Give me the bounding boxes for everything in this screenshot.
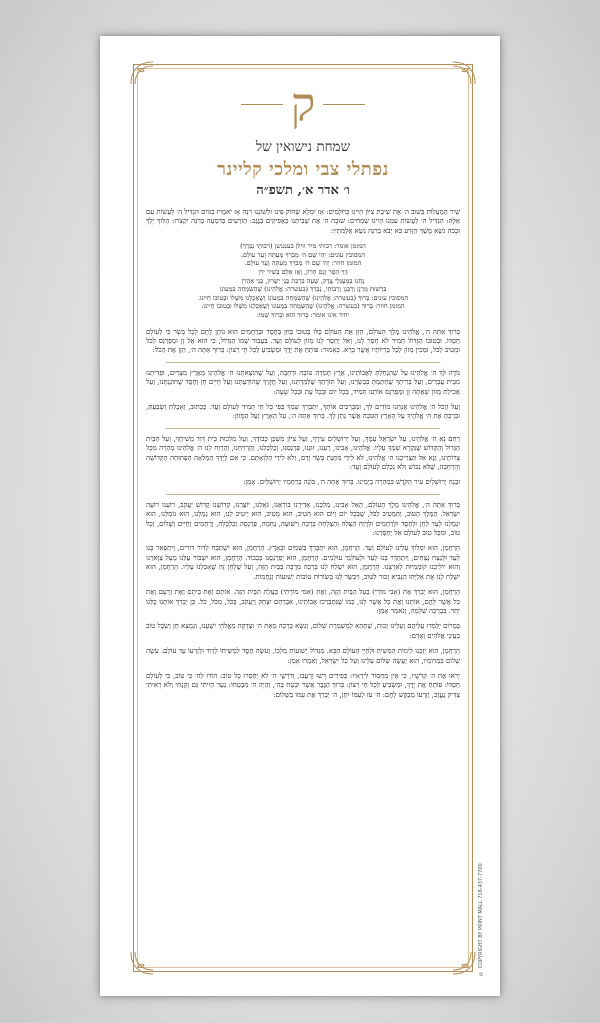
prayer-paragraph: בָּרוּךְ אַתָּה ה׳, אֱלֹהֵינוּ מֶלֶךְ הָעוֹלָם, הָאֵל אָבִינוּ, מַלְכֵּנוּ, אַדִּירֵנוּ בּוֹרְאֵנוּ, גֹּאֲלֵנוּ, יוֹצְרֵנוּ, קְדוֹשֵׁנוּ קְדוֹשׁ יַעֲקֹב, רוֹעֵנוּ רוֹעֵה יִשְׂרָאֵל. הַמֶּלֶךְ הַטּוֹב, וְהַמֵּטִיב לַכֹּל, שֶׁבְּכָל יוֹם וָיוֹם הוּא הֵטִיב, הוּא מֵטִיב, הוּא יֵיטִיב לָנוּ, הוּא גְמָלָנוּ, הוּא גוֹמְלֵנוּ, הוּא יִגְמְלֵנוּ לָעַד לְחֵן וּלְחֶסֶד וּלְרַחֲמִים וּלְרֶוַח הַצָּלָה וְהַצְלָחָה בְּרָכָה וִישׁוּעָה, נֶחָמָה, פַּרְנָסָה וְכַלְכָּלָה, וְרַחֲמִים וְחַיִּים וְשָׁלוֹם, וְכָל טוֹב, וּמִכָּל טוּב לְעוֹלָם אַל יְחַסְּרֵנוּ: <box>146 500 460 538</box>
prayer-paragraph: הָרַחֲמָן, הוּא יְבָרֵךְ אֶת (אָבִי מוֹרִי) בַּעַל הַבַּיִת הַזֶּה, וְאֶת (אִמִּי מוֹרָתִי) בַּעֲלַת הַבַּיִת הַזֶּה. אוֹתָם וְאֶת בֵּיתָם וְאֶת זַרְעָם וְאֶת כָּל אֲשֶׁר לָהֶם, אוֹתָנוּ וְאֶת כָּל אֲשֶׁר לָנוּ, כְּמוֹ שֶׁנִּתְבָּרְכוּ אֲבוֹתֵינוּ, אַבְרָהָם יִצְחָק וְיַעֲקֹב, בַּכֹּל, מִכֹּל, כֹּל. כֵּן יְבָרֵךְ אוֹתָנוּ כֻּלָּנוּ יַחַד. בִּבְרָכָה שְׁלֵמָה, וְנֹאמַר אָמֵן: <box>146 588 460 615</box>
decorative-frame <box>133 64 473 972</box>
zimun-line: המזמן חוזר: בָּרוּךְ (בעשרה: אֱלֹהֵינוּ) שֶׁהַשִּׂמְחָה בִּמְעוֹנוֹ וְשֶׁאָכַלְנוּ מִשֶּׁלּוֹ וּבְטוּבוֹ חָיִינוּ. <box>201 302 405 311</box>
intro-paragraph: שִׁיר הַמַּעֲלוֹת בְּשׁוּב ה׳ אֶת שִׁיבַת צִיּוֹן הָיִינוּ כְּחֹלְמִים: אָז יִמָּלֵא שְׂחוֹק פִּינוּ וּלְשׁוֹנֵנוּ רִנָּה אָז יֹאמְרוּ בַגּוֹיִם הִגְדִּיל ה׳ לַעֲשׂוֹת עִם אֵלֶּה: הִגְדִּיל ה׳ לַעֲשׂוֹת עִמָּנוּ הָיִינוּ שְׂמֵחִים: שׁוּבָה ה׳ אֶת שְׁבִיתֵנוּ כַּאֲפִיקִים בַּנֶּגֶב: הַזֹּרְעִים בְּדִמְעָה בְּרִנָּה יִקְצֹרוּ: הָלוֹךְ יֵלֵךְ וּבָכֹה נֹשֵׂא מֶשֶׁךְ הַזָּרַע בֹּא יָבֹא בְרִנָּה נֹשֵׂא אֲלֻמֹּתָיו: <box>146 208 460 235</box>
prayer-paragraph: הָרַחֲמָן, הוּא יִמְלוֹךְ עָלֵינוּ לְעוֹלָם וָעֶד. הָרַחֲמָן, הוּא יִתְבָּרַךְ בַּשָּׁמַיִם וּבָאָרֶץ. הָרַחֲמָן, הוּא יִשְׁתַּבַּח לְדוֹר דּוֹרִים, וְיִתְפָּאַר בָּנוּ לָעַד וּלְנֵצַח נְצָחִים, וְיִתְהַדַּר בָּנוּ לָעַד וּלְעוֹלְמֵי עוֹלָמִים. הָרַחֲמָן, הוּא יְפַרְנְסֵנוּ בְּכָבוֹד. הָרַחֲמָן, הוּא יִשְׁבּוֹר עֻלֵּנוּ מֵעַל צַוָּארֵנוּ וְהוּא יוֹלִיכֵנוּ קוֹמְמִיּוּת לְאַרְצֵנוּ. הָרַחֲמָן, הוּא יִשְׁלַח לָנוּ בְּרָכָה מְרֻבָּה בַּבַּיִת הַזֶּה, וְעַל שֻׁלְחָן זֶה שֶׁאָכַלְנוּ עָלָיו. הָרַחֲמָן, הוּא יִשְׁלַח לָנוּ אֶת אֵלִיָּהוּ הַנָּבִיא זָכוּר לַטּוֹב, וִיבַשֶּׂר לָנוּ בְּשׂוֹרוֹת טוֹבוֹת יְשׁוּעוֹת וְנֶחָמוֹת. <box>146 544 460 581</box>
zimun-line: המסובין עונים: יְהִי שֵׁם ה׳ מְבֹרָךְ מֵעַתָּה וְעַד עוֹלָם. <box>240 250 365 259</box>
zimun-line: המזמן אומר: רבותי מיר ווילן בענטשן (רבותַי נְבָרֵךְ) <box>240 242 366 251</box>
zimun-line: המזמן חוזר: יְהִי שֵׁם ה׳ מְבֹרָךְ מֵעַתָּה וְעַד עוֹלָם. <box>244 259 362 268</box>
zimun-line: המסובין עונים: בָּרוּךְ (בעשרה: אֱלֹהֵינוּ) שֶׁהַשִּׂמְחָה בִּמְעוֹנוֹ וְשֶׁאָכַלְנוּ מִשֶּׁלּוֹ וּבְטוּבוֹ חָיִינוּ. <box>197 293 409 302</box>
initial-letter: ק <box>290 77 316 131</box>
event-date: ו׳ אדר א׳, תשפ״ה <box>256 183 350 198</box>
divider <box>166 428 440 429</box>
zimun-section <box>146 242 460 319</box>
divider <box>166 494 440 495</box>
prayer-body <box>146 208 460 700</box>
zimun-line: נְחֵנוּ בְּמַעְגְּלֵי צֶדֶק, שְׁעֵה בִּרְכַּת בְּנֵי יְשֻׁרוּן, בְּנֵי אַהֲרֹן <box>241 276 365 285</box>
card-content <box>146 73 460 963</box>
header-rule <box>241 104 283 105</box>
prayer-paragraph: בָּרוּךְ אַתָּה ה׳, אֱלֹהֵינוּ מֶלֶךְ הָעוֹלָם, הַזָּן אֶת הָעוֹלָם כֻּלּוֹ בְּטוּבוֹ בְּחֵן בְּחֶסֶד וּבְרַחֲמִים הוּא נוֹתֵן לֶחֶם לְכָל בָּשָׂר כִּי לְעוֹלָם חַסְדּוֹ. וּבְטוּבוֹ הַגָּדוֹל תָּמִיד לֹא חָסַר לָנוּ, וְאַל יֶחְסַר לָנוּ מָזוֹן לְעוֹלָם וָעֶד. בַּעֲבוּר שְׁמוֹ הַגָּדוֹל, כִּי הוּא אֵל זָן וּמְפַרְנֵס לַכֹּל וּמֵטִיב לַכֹּל, וּמֵכִין מָזוֹן לְכָל בְּרִיּוֹתָיו אֲשֶׁר בָּרָא. כָּאָמוּר: פּוֹתֵחַ אֶת יָדֶךָ וּמַשְׂבִּיעַ לְכָל חַי רָצוֹן: בָּרוּךְ אַתָּה ה׳, הַזָּן אֶת הַכֹּל: <box>146 327 460 355</box>
prayer-paragraph: נוֹדֶה לְּךָ ה׳ אֱלֹהֵינוּ עַל שֶׁהִנְחַלְתָּ לַאֲבוֹתֵינוּ, אֶרֶץ חֶמְדָּה טוֹבָה וּרְחָבָה, וְעַל שֶׁהוֹצֵאתָנוּ ה׳ אֱלֹהֵינוּ מֵאֶרֶץ מִצְרַיִם, וּפְדִיתָנוּ מִבֵּית עֲבָדִים, וְעַל בְּרִיתְךָ שֶׁחָתַמְתָּ בִּבְשָׂרֵנוּ, וְעַל תּוֹרָתְךָ שֶׁלִּמַּדְתָּנוּ, וְעַל חֻקֶּיךָ שֶׁהוֹדַעְתָּנוּ וְעַל חַיִּים חֵן וָחֶסֶד שֶׁחוֹנַנְתָּנוּ, וְעַל אֲכִילַת מָזוֹן שָׁאַתָּה זָן וּמְפַרְנֵס אוֹתָנוּ תָּמִיד, בְּכָל יוֹם וּבְכָל עֵת וּבְכָל שָׁעָה: <box>146 368 460 396</box>
zimun-line: בִּרְשׁוּת מָרָנָן וְרַבָּנָן וְרַבּוֹתַי, נְבָרֵךְ (בעשרה: אֱלֹהֵינוּ) שֶׁהַשִּׂמְחָה בִּמְעוֹנוֹ <box>219 285 387 294</box>
copyright-notice: © COPYRIGHT BY PRINT MALL 718-437-7700 <box>478 863 484 976</box>
prayer-paragraph: רַחֵם נָא ה׳ אֱלֹהֵינוּ, עַל יִשְׂרָאֵל עַמֶּךָ, וְעַל יְרוּשָׁלַיִם עִירֶךָ, וְעַל צִיּוֹן מִשְׁכַּן כְּבוֹדֶךָ, וְעַל מַלְכוּת בֵּית דָּוִד מְשִׁיחֶךָ, וְעַל הַבַּיִת הַגָּדוֹל וְהַקָּדוֹשׁ שֶׁנִּקְרָא שִׁמְךָ עָלָיו. אֱלֹהֵינוּ, אָבִינוּ, רְעֵנוּ, זוּנֵנוּ, פַּרְנְסֵנוּ, וְכַלְכְּלֵנוּ, וְהַרְוִיחֵנוּ, וְהַרְוַח לָנוּ ה׳ אֱלֹהֵינוּ מְהֵרָה מִכָּל צָרוֹתֵינוּ, וְנָא אַל תַּצְרִיכֵנוּ ה׳ אֱלֹהֵינוּ, לֹא לִידֵי מַתְּנַת בָּשָׂר וָדָם, וְלֹא לִידֵי הַלְוָאָתָם. כִּי אִם לְיָדְךָ הַמְּלֵאָה הַפְּתוּחָה הַקְּדוֹשָׁה וְהָרְחָבָה, שֶׁלֹּא נֵבוֹשׁ וְלֹא נִכָּלֵם לְעוֹלָם וָעֶד: <box>146 434 460 472</box>
header-rule <box>323 104 365 105</box>
prayer-paragraph: וְעַל הַכֹּל ה׳ אֱלֹהֵינוּ אֲנַחְנוּ מוֹדִים לָךְ, וּמְבָרְכִים אוֹתָךְ, יִתְבָּרַךְ שִׁמְךָ בְּפִי כָּל חַי תָּמִיד לְעוֹלָם וָעֶד. כַּכָּתוּב, וְאָכַלְתָּ וְשָׂבָעְתָּ, וּבֵרַכְתָּ אֶת ה׳ אֱלֹהֶיךָ עַל הָאָרֶץ הַטֹּבָה אֲשֶׁר נָתַן לָךְ. בָּרוּךְ אַתָּה ה׳, עַל הָאָרֶץ וְעַל הַמָּזוֹן: <box>146 403 460 421</box>
zimun-line: יחיד אינו אומר: בָּרוּךְ הוּא וּבָרוּךְ שְׁמוֹ: <box>256 310 350 319</box>
header-letter-row <box>146 73 460 135</box>
couple-names: נפתלי צבי ומלכי קליינר <box>217 159 389 180</box>
bentcher-card <box>100 36 500 996</box>
prayer-paragraph: יְראוּ אֶת ה׳ קְדֹשָׁיו, כִּי אֵין מַחְסוֹר לִירֵאָיו: כְּפִירִים רָשׁוּ וְרָעֵבוּ, וְדֹרְשֵׁי ה׳ לֹא יַחְסְרוּ כָל טוֹב: הוֹדוּ לַה׳ כִּי טוֹב, כִּי לְעוֹלָם חַסְדּוֹ: פּוֹתֵחַ אֶת יָדֶךָ, וּמַשְׂבִּיעַ לְכָל חַי רָצוֹן: בָּרוּךְ הַגֶּבֶר אֲשֶׁר יִבְטַח בַּה׳, וְהָיָה ה׳ מִבְטַחוֹ: נַעַר הָיִיתִי גַּם זָקַנְתִּי וְלֹא רָאִיתִי צַדִּיק נֶעֱזָב, וְזַרְעוֹ מְבַקֶּשׁ לָחֶם: ה׳ עֹז לְעַמּוֹ יִתֵּן, ה׳ יְבָרֵךְ אֶת עַמּוֹ בַשָּׁלוֹם: <box>146 671 460 699</box>
title-line: שמחת נישואין של <box>255 139 351 155</box>
prayer-paragraph: בַּמָּרוֹם יְלַמְּדוּ עֲלֵיהֶם וְעָלֵינוּ זְכוּת, שֶׁתְּהֵא לְמִשְׁמֶרֶת שָׁלוֹם, וְנִשָּׂא בְרָכָה מֵאֵת ה׳ וּצְדָקָה מֵאֱלֹהֵי יִשְׁעֵנוּ, וְנִמְצָא חֵן וְשֵׂכֶל טוֹב בְּעֵינֵי אֱלֹהִים וְאָדָם: <box>146 622 460 640</box>
prayer-paragraph: וּבְנֵה יְרוּשָׁלַיִם עִיר הַקֹּדֶשׁ בִּמְהֵרָה בְיָמֵינוּ. בָּרוּךְ אַתָּה ה׳, בּוֹנֵה בְרַחֲמָיו יְרוּשָׁלָיִם. אָמֵן: <box>243 478 460 487</box>
divider <box>166 362 440 363</box>
prayer-paragraph: הָרַחֲמָן, הוּא יְזַכֵּנוּ לִימוֹת הַמָּשִׁיחַ וּלְחַיֵּי הָעוֹלָם הַבָּא. מִגְדּוֹל יְשׁוּעוֹת מַלְכּוֹ, וְעֹשֶׂה חֶסֶד לִמְשִׁיחוֹ לְדָוִד וּלְזַרְעוֹ עַד עוֹלָם. עֹשֶׂה שָׁלוֹם בִּמְרוֹמָיו, הוּא יַעֲשֶׂה שָׁלוֹם עָלֵינוּ וְעַל כָּל יִשְׂרָאֵל, וְאִמְרוּ אָמֵן: <box>146 647 460 665</box>
zimun-line: דְּוַי הָסֵר וְגַם חָרוֹן, וְאָז אִלֵּם בְּשִׁיר יָרֹן <box>258 268 348 276</box>
